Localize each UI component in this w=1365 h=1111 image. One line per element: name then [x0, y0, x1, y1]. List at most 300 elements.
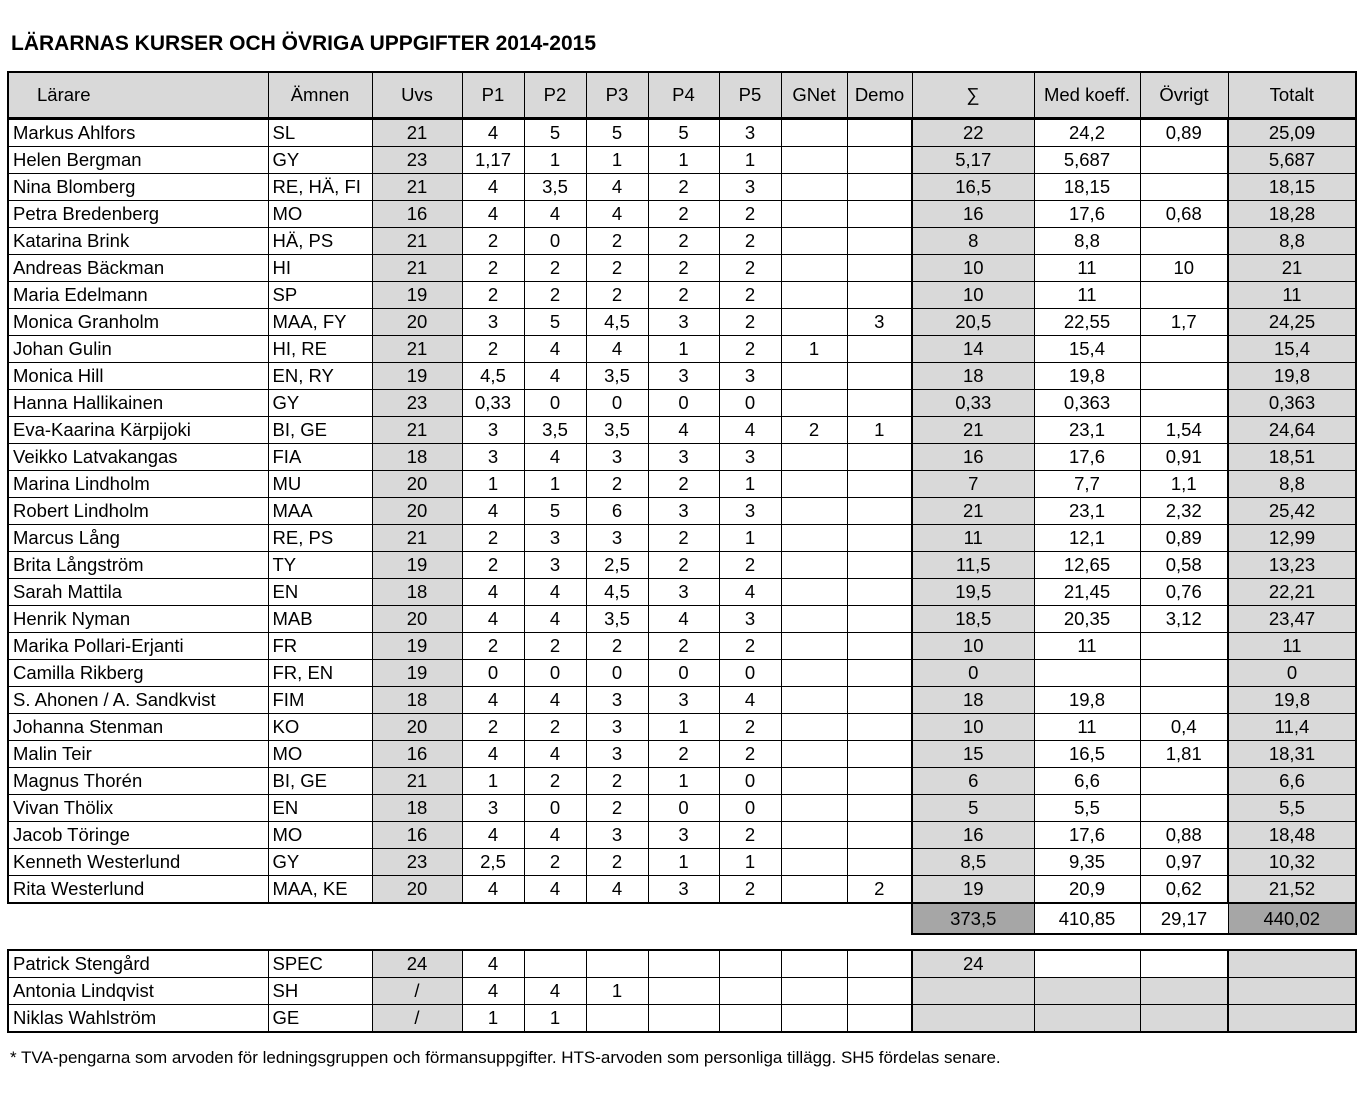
cell-ovrigt: 1,54: [1140, 417, 1228, 444]
header-row: [8, 72, 1356, 119]
cell-p1: 4: [462, 498, 524, 525]
cell-gnet: [781, 633, 847, 660]
table-row: [8, 147, 1356, 174]
column-header-med-koeff: Med koeff.: [1034, 72, 1140, 119]
cell-subjects: HI: [268, 255, 372, 282]
cell-p3: 2,5: [586, 552, 648, 579]
cell-demo: [847, 174, 912, 201]
cell-p2: 4: [524, 444, 586, 471]
cell-p5: 1: [719, 147, 781, 174]
cell-uvs: 19: [372, 363, 462, 390]
cell-p3: 2: [586, 282, 648, 309]
cell-p1: 4: [462, 579, 524, 606]
cell-gnet: [781, 606, 847, 633]
cell-p1: 2: [462, 633, 524, 660]
cell-p1: 4,5: [462, 363, 524, 390]
cell-p3: 2: [586, 255, 648, 282]
footnote: * TVA-pengarna som arvoden för ledningsgruppen och förmansuppgifter. HTS-arvoden som personliga tillägg. SH5 fördelas senare.: [10, 1048, 1001, 1067]
cell-totalt: 19,8: [1228, 363, 1356, 390]
cell-p2: 1: [524, 147, 586, 174]
cell-demo: [847, 444, 912, 471]
cell-p2: 2: [524, 714, 586, 741]
column-header-p4: P4: [648, 72, 719, 119]
cell-p3: 3: [586, 822, 648, 849]
cell-totalt: 21: [1228, 255, 1356, 282]
cell-sum: 16: [912, 201, 1034, 228]
cell-sum: 15: [912, 741, 1034, 768]
cell-p3: 3: [586, 687, 648, 714]
cell-ovrigt: [1140, 633, 1228, 660]
cell-sum: 11: [912, 525, 1034, 552]
cell-subjects: EN, RY: [268, 363, 372, 390]
cell-sum: 0: [912, 660, 1034, 687]
cell-gnet: [781, 309, 847, 336]
table-row: [8, 174, 1356, 201]
cell-p3: 0: [586, 660, 648, 687]
cell-p3: 3: [586, 741, 648, 768]
cell-p5: 2: [719, 228, 781, 255]
cell-p3: 5: [586, 119, 648, 147]
cell-p5: 0: [719, 768, 781, 795]
cell-p3: 2: [586, 849, 648, 876]
cell-subjects: SPEC: [268, 950, 372, 978]
cell-med-koeff: 17,6: [1034, 201, 1140, 228]
cell-subjects: BI, GE: [268, 417, 372, 444]
cell-sum: 20,5: [912, 309, 1034, 336]
cell-gnet: [781, 255, 847, 282]
cell-uvs: 20: [372, 606, 462, 633]
cell-teacher: Hanna Hallikainen: [8, 390, 268, 417]
cell-sum: 24: [912, 950, 1034, 978]
cell-p5: 1: [719, 471, 781, 498]
cell-totalt: 8,8: [1228, 228, 1356, 255]
cell-teacher: Kenneth Westerlund: [8, 849, 268, 876]
cell-subjects: MO: [268, 201, 372, 228]
cell-uvs: 23: [372, 390, 462, 417]
cell-teacher: Malin Teir: [8, 741, 268, 768]
cell-subjects: TY: [268, 552, 372, 579]
cell-sum: 22: [912, 119, 1034, 147]
cell-p3: 1: [586, 978, 648, 1005]
cell-p2: 4: [524, 363, 586, 390]
cell-uvs: 23: [372, 147, 462, 174]
cell-p1: 2: [462, 282, 524, 309]
cell-totalt: 23,47: [1228, 606, 1356, 633]
cell-med-koeff: 9,35: [1034, 849, 1140, 876]
cell-med-koeff: 17,6: [1034, 444, 1140, 471]
page-title: LÄRARNAS KURSER OCH ÖVRIGA UPPGIFTER 2014-2015: [11, 32, 597, 55]
cell-ovrigt: 10: [1140, 255, 1228, 282]
cell-p4: 3: [648, 579, 719, 606]
cell-p2: 0: [524, 660, 586, 687]
cell-p4: 2: [648, 552, 719, 579]
cell-p4: [648, 950, 719, 978]
cell-p4: 5: [648, 119, 719, 147]
column-header-uvs: Uvs: [372, 72, 462, 119]
cell-p1: 4: [462, 606, 524, 633]
cell-med-koeff: 23,1: [1034, 498, 1140, 525]
cell-gnet: [781, 119, 847, 147]
cell-p1: 3: [462, 795, 524, 822]
cell-med-koeff: 22,55: [1034, 309, 1140, 336]
cell-ovrigt: 3,12: [1140, 606, 1228, 633]
table-row: [8, 876, 1356, 904]
cell-subjects: MO: [268, 822, 372, 849]
table-row: [8, 849, 1356, 876]
cell-totalt: 24,64: [1228, 417, 1356, 444]
cell-teacher: Camilla Rikberg: [8, 660, 268, 687]
cell-p4: 0: [648, 795, 719, 822]
cell-p4: 2: [648, 525, 719, 552]
cell-uvs: 20: [372, 498, 462, 525]
table-row: [8, 768, 1356, 795]
cell-p4: 3: [648, 363, 719, 390]
cell-p1: 3: [462, 309, 524, 336]
cell-p3: 3: [586, 525, 648, 552]
cell-totalt: 11: [1228, 282, 1356, 309]
cell-ovrigt: [1140, 390, 1228, 417]
cell-p5: 3: [719, 498, 781, 525]
cell-p1: 2: [462, 525, 524, 552]
table-row: [8, 255, 1356, 282]
cell-p3: 2: [586, 768, 648, 795]
cell-p2: 3,5: [524, 174, 586, 201]
cell-sum: 8: [912, 228, 1034, 255]
cell-p3: [586, 1005, 648, 1033]
cell-totalt: [1228, 1005, 1356, 1033]
cell-ovrigt: [1140, 768, 1228, 795]
cell-p3: 2: [586, 633, 648, 660]
cell-p3: 4: [586, 174, 648, 201]
cell-p3: 3,5: [586, 363, 648, 390]
cell-sum: 19: [912, 876, 1034, 904]
cell-med-koeff: 8,8: [1034, 228, 1140, 255]
cell-p2: 0: [524, 228, 586, 255]
cell-teacher: Andreas Bäckman: [8, 255, 268, 282]
cell-sum: 16: [912, 444, 1034, 471]
cell-p5: 3: [719, 363, 781, 390]
cell-teacher: Veikko Latvakangas: [8, 444, 268, 471]
cell-uvs: 24: [372, 950, 462, 978]
cell-gnet: [781, 390, 847, 417]
cell-totalt: 25,09: [1228, 119, 1356, 147]
cell-sum: 6: [912, 768, 1034, 795]
cell-totalt: 5,687: [1228, 147, 1356, 174]
cell-p4: 3: [648, 498, 719, 525]
extra-table-row: [8, 950, 1356, 978]
cell-subjects: FR, EN: [268, 660, 372, 687]
cell-p2: 4: [524, 606, 586, 633]
cell-p3: [586, 950, 648, 978]
cell-p1: 1: [462, 471, 524, 498]
column-header-ovrigt: Övrigt: [1140, 72, 1228, 119]
cell-p5: 2: [719, 876, 781, 904]
cell-p5: [719, 950, 781, 978]
cell-demo: [847, 228, 912, 255]
cell-p4: 3: [648, 876, 719, 904]
cell-teacher: Monica Granholm: [8, 309, 268, 336]
cell-uvs: 19: [372, 282, 462, 309]
cell-teacher: Markus Ahlfors: [8, 119, 268, 147]
cell-gnet: [781, 876, 847, 904]
cell-demo: [847, 714, 912, 741]
cell-med-koeff: 20,35: [1034, 606, 1140, 633]
cell-p4: 2: [648, 633, 719, 660]
cell-subjects: KO: [268, 714, 372, 741]
cell-ovrigt: 0,89: [1140, 119, 1228, 147]
cell-demo: [847, 336, 912, 363]
cell-p5: 2: [719, 201, 781, 228]
cell-p1: 1: [462, 768, 524, 795]
cell-sum: 18,5: [912, 606, 1034, 633]
table-row: [8, 498, 1356, 525]
cell-teacher: Vivan Thölix: [8, 795, 268, 822]
cell-uvs: 18: [372, 687, 462, 714]
cell-uvs: 16: [372, 822, 462, 849]
cell-sum: [912, 1005, 1034, 1033]
cell-ovrigt: 1,7: [1140, 309, 1228, 336]
table-row: [8, 633, 1356, 660]
cell-med-koeff: 15,4: [1034, 336, 1140, 363]
cell-p1: 1: [462, 1005, 524, 1033]
cell-uvs: 21: [372, 417, 462, 444]
cell-gnet: 1: [781, 336, 847, 363]
cell-p5: 4: [719, 579, 781, 606]
table-row: [8, 822, 1356, 849]
cell-p5: 1: [719, 849, 781, 876]
cell-p5: 2: [719, 255, 781, 282]
table-row: [8, 525, 1356, 552]
cell-p1: 2: [462, 714, 524, 741]
cell-sum: [912, 978, 1034, 1005]
cell-p5: 4: [719, 417, 781, 444]
cell-gnet: [781, 849, 847, 876]
cell-p3: 3: [586, 444, 648, 471]
cell-p3: 2: [586, 795, 648, 822]
cell-demo: [847, 1005, 912, 1033]
cell-p2: 3: [524, 552, 586, 579]
cell-demo: [847, 660, 912, 687]
cell-p4: 3: [648, 444, 719, 471]
cell-p2: 5: [524, 309, 586, 336]
cell-gnet: [781, 201, 847, 228]
cell-teacher: Marika Pollari-Erjanti: [8, 633, 268, 660]
cell-ovrigt: [1140, 228, 1228, 255]
cell-teacher: Patrick Stengård: [8, 950, 268, 978]
cell-p2: 4: [524, 822, 586, 849]
column-header-demo: Demo: [847, 72, 912, 119]
cell-gnet: [781, 660, 847, 687]
table-row: [8, 741, 1356, 768]
cell-totalt: 18,28: [1228, 201, 1356, 228]
cell-totalt: 22,21: [1228, 579, 1356, 606]
cell-subjects: RE, PS: [268, 525, 372, 552]
cell-gnet: [781, 795, 847, 822]
cell-p1: 2,5: [462, 849, 524, 876]
cell-demo: [847, 201, 912, 228]
cell-uvs: 21: [372, 768, 462, 795]
cell-ovrigt: 0,88: [1140, 822, 1228, 849]
cell-med-koeff: 0,363: [1034, 390, 1140, 417]
cell-sum: 7: [912, 471, 1034, 498]
column-header-subjects: Ämnen: [268, 72, 372, 119]
cell-teacher: Sarah Mattila: [8, 579, 268, 606]
cell-sum: 5: [912, 795, 1034, 822]
cell-sum: 16: [912, 822, 1034, 849]
cell-gnet: [781, 282, 847, 309]
cell-med-koeff: [1034, 950, 1140, 978]
cell-med-koeff: 5,687: [1034, 147, 1140, 174]
cell-teacher: S. Ahonen / A. Sandkvist: [8, 687, 268, 714]
cell-gnet: [781, 498, 847, 525]
table-row: [8, 606, 1356, 633]
cell-totalt: 18,31: [1228, 741, 1356, 768]
cell-ovrigt: [1140, 660, 1228, 687]
cell-p2: 5: [524, 119, 586, 147]
cell-p1: 2: [462, 336, 524, 363]
cell-totalt: 5,5: [1228, 795, 1356, 822]
cell-p5: 0: [719, 390, 781, 417]
cell-demo: [847, 282, 912, 309]
cell-uvs: 20: [372, 471, 462, 498]
cell-p3: 3,5: [586, 606, 648, 633]
cell-totalt: 25,42: [1228, 498, 1356, 525]
cell-demo: [847, 471, 912, 498]
cell-p4: 1: [648, 147, 719, 174]
cell-med-koeff: 5,5: [1034, 795, 1140, 822]
cell-p1: 4: [462, 950, 524, 978]
cell-ovrigt: [1140, 147, 1228, 174]
cell-demo: [847, 687, 912, 714]
cell-uvs: 21: [372, 174, 462, 201]
cell-demo: [847, 525, 912, 552]
cell-teacher: Magnus Thorén: [8, 768, 268, 795]
cell-p3: 2: [586, 228, 648, 255]
cell-demo: [847, 606, 912, 633]
cell-subjects: RE, HÄ, FI: [268, 174, 372, 201]
column-header-p2: P2: [524, 72, 586, 119]
cell-ovrigt: 0,97: [1140, 849, 1228, 876]
table-row: [8, 282, 1356, 309]
cell-med-koeff: [1034, 660, 1140, 687]
cell-gnet: [781, 822, 847, 849]
cell-p4: 4: [648, 417, 719, 444]
cell-p4: 2: [648, 255, 719, 282]
cell-p5: [719, 978, 781, 1005]
cell-p3: 4,5: [586, 579, 648, 606]
cell-med-koeff: 17,6: [1034, 822, 1140, 849]
cell-gnet: [781, 525, 847, 552]
cell-p5: 4: [719, 687, 781, 714]
table-row: [8, 417, 1356, 444]
cell-demo: [847, 822, 912, 849]
cell-subjects: FR: [268, 633, 372, 660]
cell-ovrigt: [1140, 174, 1228, 201]
cell-demo: [847, 147, 912, 174]
cell-p3: 6: [586, 498, 648, 525]
cell-totalt: 19,8: [1228, 687, 1356, 714]
cell-p3: 3: [586, 714, 648, 741]
cell-demo: 1: [847, 417, 912, 444]
cell-subjects: BI, GE: [268, 768, 372, 795]
cell-p1: 3: [462, 444, 524, 471]
column-header-totalt: Totalt: [1228, 72, 1356, 119]
cell-gnet: 2: [781, 417, 847, 444]
table-row: [8, 336, 1356, 363]
cell-subjects: MAA: [268, 498, 372, 525]
cell-gnet: [781, 950, 847, 978]
cell-teacher: Niklas Wahlström: [8, 1005, 268, 1033]
cell-p5: 2: [719, 552, 781, 579]
cell-p5: 3: [719, 119, 781, 147]
cell-uvs: 21: [372, 336, 462, 363]
cell-subjects: EN: [268, 795, 372, 822]
cell-p1: 4: [462, 876, 524, 904]
cell-demo: [847, 255, 912, 282]
cell-teacher: Robert Lindholm: [8, 498, 268, 525]
cell-p5: 3: [719, 174, 781, 201]
cell-demo: [847, 849, 912, 876]
cell-sum: 14: [912, 336, 1034, 363]
cell-teacher: Eva-Kaarina Kärpijoki: [8, 417, 268, 444]
cell-uvs: 21: [372, 228, 462, 255]
cell-p1: 4: [462, 201, 524, 228]
total-med-koeff: 410,85: [1034, 903, 1140, 934]
cell-subjects: MU: [268, 471, 372, 498]
cell-ovrigt: 0,4: [1140, 714, 1228, 741]
cell-p3: 2: [586, 471, 648, 498]
table-row: [8, 363, 1356, 390]
cell-ovrigt: [1140, 282, 1228, 309]
cell-p1: 4: [462, 119, 524, 147]
cell-ovrigt: 0,68: [1140, 201, 1228, 228]
cell-subjects: FIA: [268, 444, 372, 471]
total-totalt: 440,02: [1228, 903, 1356, 934]
cell-uvs: /: [372, 978, 462, 1005]
cell-med-koeff: [1034, 978, 1140, 1005]
cell-totalt: 10,32: [1228, 849, 1356, 876]
table-row: [8, 444, 1356, 471]
cell-ovrigt: [1140, 795, 1228, 822]
cell-p4: 3: [648, 309, 719, 336]
cell-gnet: [781, 768, 847, 795]
cell-p2: 4: [524, 978, 586, 1005]
cell-sum: 10: [912, 282, 1034, 309]
cell-p4: 0: [648, 660, 719, 687]
cell-med-koeff: 18,15: [1034, 174, 1140, 201]
cell-totalt: 21,52: [1228, 876, 1356, 904]
cell-p4: 3: [648, 822, 719, 849]
cell-teacher: Monica Hill: [8, 363, 268, 390]
cell-sum: 0,33: [912, 390, 1034, 417]
cell-ovrigt: [1140, 1005, 1228, 1033]
cell-subjects: GY: [268, 390, 372, 417]
cell-med-koeff: 21,45: [1034, 579, 1140, 606]
cell-gnet: [781, 687, 847, 714]
cell-demo: 2: [847, 876, 912, 904]
cell-totalt: 18,15: [1228, 174, 1356, 201]
column-header-gnet: GNet: [781, 72, 847, 119]
table-row: [8, 471, 1356, 498]
cell-med-koeff: 23,1: [1034, 417, 1140, 444]
column-header-p3: P3: [586, 72, 648, 119]
cell-uvs: 19: [372, 660, 462, 687]
cell-ovrigt: [1140, 363, 1228, 390]
cell-ovrigt: 2,32: [1140, 498, 1228, 525]
cell-p5: 3: [719, 606, 781, 633]
cell-subjects: HÄ, PS: [268, 228, 372, 255]
cell-gnet: [781, 444, 847, 471]
